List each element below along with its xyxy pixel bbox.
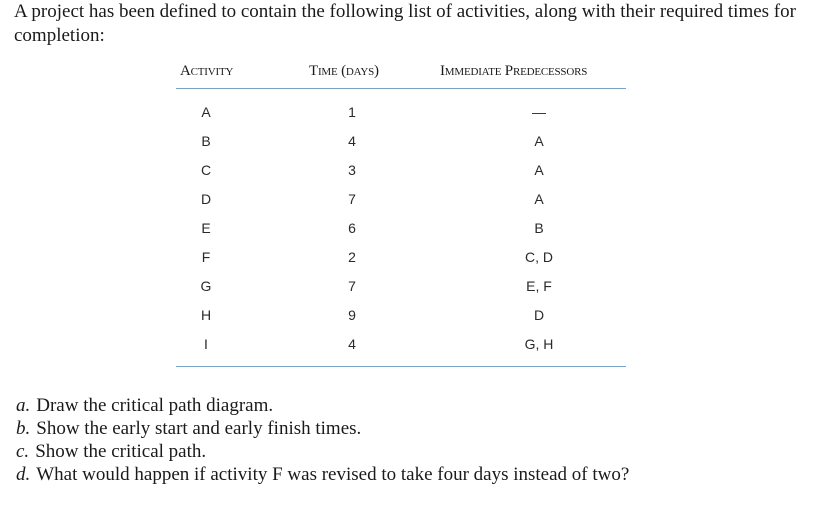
table-row — [176, 157, 626, 186]
header-predecessors: Immediate Predecessors — [440, 63, 588, 79]
cell-time: 3 — [348, 162, 356, 178]
table-row — [176, 186, 626, 215]
cell-time: 7 — [348, 278, 356, 294]
cell-predecessors: A — [534, 162, 544, 178]
cell-activity: F — [201, 249, 211, 265]
cell-predecessors: C, D — [525, 249, 553, 265]
question-text: Show the critical path. — [35, 441, 207, 462]
activity-table — [176, 60, 626, 367]
cell-predecessors: B — [534, 220, 544, 236]
cell-predecessors: A — [534, 133, 544, 149]
cell-predecessors: E, F — [526, 278, 552, 294]
table-header — [176, 60, 626, 88]
cell-time: 4 — [348, 336, 356, 352]
table-row — [176, 273, 626, 302]
question-text: What would happen if activity F was revised to take four days instead of two? — [36, 464, 630, 485]
cell-time: 1 — [348, 104, 356, 120]
table-row — [176, 331, 626, 360]
cell-activity: H — [200, 307, 212, 323]
question-list — [16, 394, 826, 486]
header-activity: Activity — [180, 63, 234, 79]
cell-predecessors: — — [532, 104, 546, 120]
cell-activity: D — [200, 191, 212, 207]
cell-predecessors: A — [534, 191, 544, 207]
table-row — [176, 215, 626, 244]
cell-predecessors: D — [533, 307, 545, 323]
cell-activity: B — [201, 133, 211, 149]
question-label: b. — [16, 418, 31, 439]
question-item — [16, 417, 826, 440]
table-row — [176, 99, 626, 128]
cell-activity: I — [204, 336, 208, 352]
cell-time: 6 — [348, 220, 356, 236]
problem-intro: A project has been defined to contain the following list of activities, along with their required times for completion: — [14, 1, 796, 46]
question-item — [16, 440, 826, 463]
cell-time: 7 — [348, 191, 356, 207]
table-row — [176, 128, 626, 157]
cell-activity: G — [200, 278, 212, 294]
question-item — [16, 463, 826, 486]
table-bottom-rule — [176, 366, 626, 367]
question-text: Show the early start and early finish times. — [36, 418, 362, 439]
header-time: Time (days) — [309, 63, 379, 79]
cell-time: 9 — [348, 307, 356, 323]
cell-activity: E — [201, 220, 211, 236]
question-label: d. — [16, 464, 31, 485]
table-row — [176, 244, 626, 273]
cell-activity: A — [201, 104, 211, 120]
cell-time: 2 — [348, 249, 356, 265]
question-label: c. — [16, 441, 30, 462]
cell-predecessors: G, H — [524, 336, 554, 352]
question-item — [16, 394, 826, 417]
question-label: a. — [16, 395, 31, 416]
question-text: Draw the critical path diagram. — [36, 395, 274, 416]
table-row — [176, 302, 626, 331]
table-body — [176, 89, 626, 366]
cell-time: 4 — [348, 133, 356, 149]
cell-activity: C — [200, 162, 212, 178]
